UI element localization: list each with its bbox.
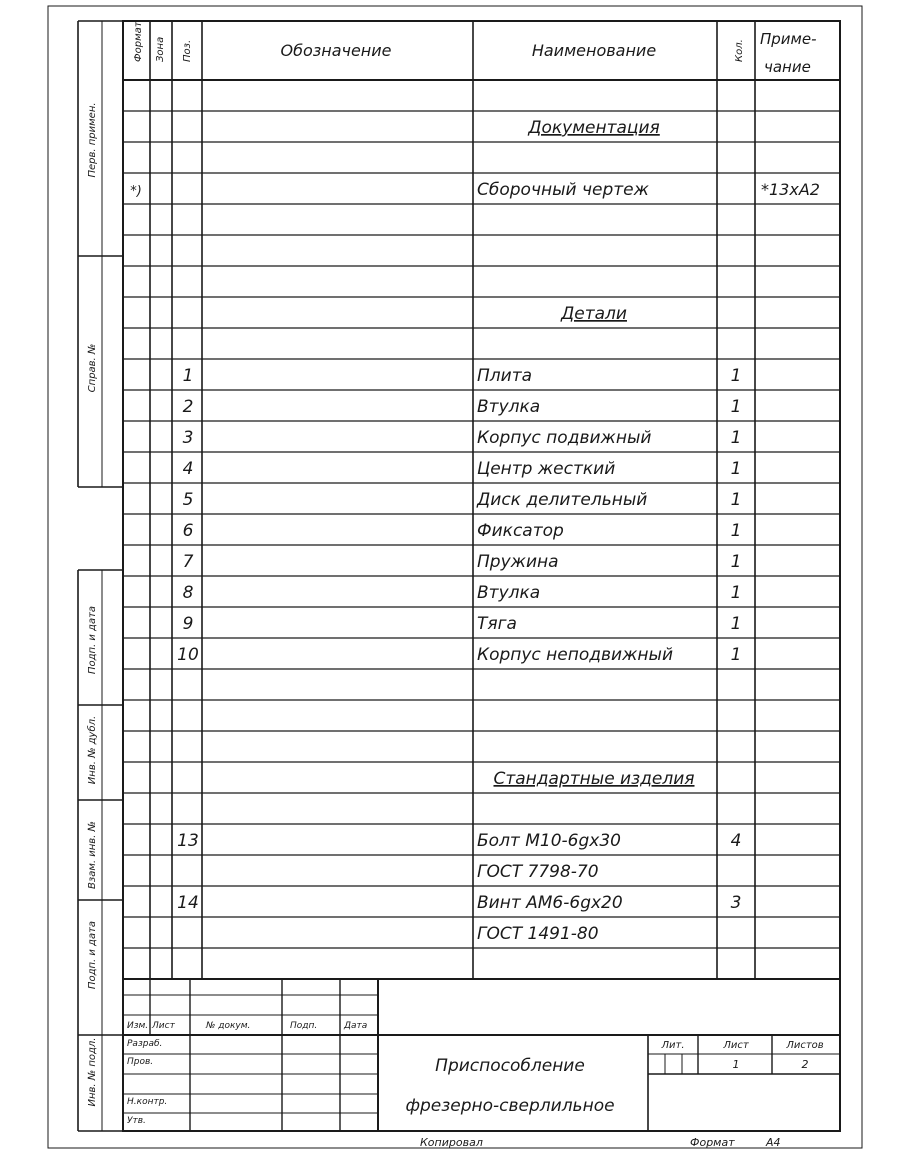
- row-qty: 1: [730, 614, 742, 634]
- row-note: *13хА2: [761, 180, 820, 199]
- header-format: Формат: [133, 21, 144, 62]
- row-format: *): [130, 184, 142, 199]
- tb-listov-label: Листов: [786, 1040, 824, 1051]
- grid-lines: [48, 6, 862, 1148]
- row-name: Центр жесткий: [477, 459, 616, 479]
- row-name: Плита: [477, 366, 533, 386]
- tb-list-value: 1: [732, 1058, 740, 1071]
- row-name: Сборочный чертеж: [477, 180, 649, 200]
- footer-kopiroval: Копировал: [420, 1136, 483, 1149]
- row-qty: 1: [730, 490, 742, 510]
- margin-podp-data-2: Подп. и дата: [87, 920, 98, 990]
- row-position: 8: [182, 583, 194, 603]
- section-heading: Детали: [561, 304, 627, 324]
- row-position: 9: [182, 614, 194, 634]
- row-qty: 1: [730, 521, 742, 541]
- row-name: ГОСТ 7798-70: [477, 862, 599, 882]
- row-position: 10: [177, 645, 199, 665]
- margin-podp-data-1: Подп. и дата: [87, 605, 98, 675]
- row-name: Винт АМ6-6gх20: [477, 893, 623, 913]
- row-qty: 1: [730, 397, 742, 417]
- header-qty: Кол.: [734, 39, 745, 62]
- row-name: Фиксатор: [477, 521, 564, 541]
- row-name: Втулка: [477, 397, 541, 417]
- left-margin-labels: [86, 102, 98, 1106]
- header-name: Наименование: [531, 41, 657, 60]
- tb-col-podp: Подп.: [290, 1021, 318, 1031]
- tb-col-list: Лист: [152, 1021, 175, 1031]
- row-name: Пружина: [477, 552, 559, 572]
- row-name: ГОСТ 1491-80: [477, 924, 599, 944]
- header-zone: Зона: [155, 36, 166, 62]
- section-heading: Стандартные изделия: [493, 769, 695, 789]
- header-note-line1: Приме-: [760, 30, 817, 48]
- row-position: 1: [182, 366, 194, 386]
- row-qty: 1: [730, 428, 742, 448]
- row-position: 7: [182, 552, 194, 572]
- tb-title-line1: Приспособление: [435, 1056, 585, 1076]
- row-qty: 3: [730, 893, 742, 913]
- tb-listov-value: 2: [801, 1058, 809, 1071]
- row-name: Корпус неподвижный: [477, 645, 673, 665]
- row-position: 2: [182, 397, 194, 417]
- row-name: Болт М10-6gх30: [477, 831, 621, 851]
- row-position: 6: [182, 521, 194, 541]
- row-name: Корпус подвижный: [477, 428, 652, 448]
- header-pos: Поз.: [182, 39, 193, 62]
- row-qty: 1: [730, 552, 742, 572]
- row-position: 3: [182, 428, 194, 448]
- row-name: Диск делительный: [477, 490, 648, 510]
- margin-vzam-inv: Взам. инв. №: [87, 821, 98, 889]
- tb-n-kontr: Н.контр.: [127, 1097, 168, 1107]
- row-name: Втулка: [477, 583, 541, 603]
- row-qty: 1: [730, 645, 742, 665]
- section-heading: Документация: [528, 118, 660, 138]
- row-position: 4: [182, 459, 194, 479]
- margin-inv-podl: Инв. № подл.: [87, 1037, 98, 1107]
- row-name: Тяга: [477, 614, 517, 634]
- margin-perv-primen: Перв. примен.: [87, 102, 98, 178]
- footer-format-label: Формат: [690, 1136, 735, 1149]
- row-qty: 1: [730, 366, 742, 386]
- tb-lit-label: Лит.: [661, 1040, 685, 1051]
- tb-utv: Утв.: [127, 1116, 146, 1126]
- row-qty: 4: [730, 831, 742, 851]
- row-position: 14: [177, 893, 199, 913]
- margin-inv-dubl: Инв. № дубл.: [87, 715, 98, 785]
- tb-col-izm: Изм.: [127, 1021, 149, 1031]
- outer-border: [48, 6, 862, 1148]
- tb-prov: Пров.: [127, 1057, 154, 1067]
- row-qty: 1: [730, 459, 742, 479]
- tb-razrab: Разраб.: [127, 1039, 163, 1049]
- tb-title-line2: фрезерно-сверлильное: [405, 1096, 615, 1116]
- row-position: 5: [182, 490, 194, 510]
- row-qty: 1: [730, 583, 742, 603]
- tb-list-label: Лист: [723, 1040, 749, 1051]
- margin-sprav-no: Справ. №: [87, 343, 98, 393]
- header-note-line2: чание: [764, 58, 811, 76]
- row-position: 13: [177, 831, 199, 851]
- footer-format-value: А4: [766, 1136, 781, 1149]
- header-designation: Обозначение: [280, 41, 392, 60]
- table-header: [133, 20, 817, 76]
- tb-col-data: Дата: [344, 1021, 368, 1031]
- footer: [420, 1136, 781, 1149]
- tb-col-doc: № докум.: [206, 1021, 251, 1031]
